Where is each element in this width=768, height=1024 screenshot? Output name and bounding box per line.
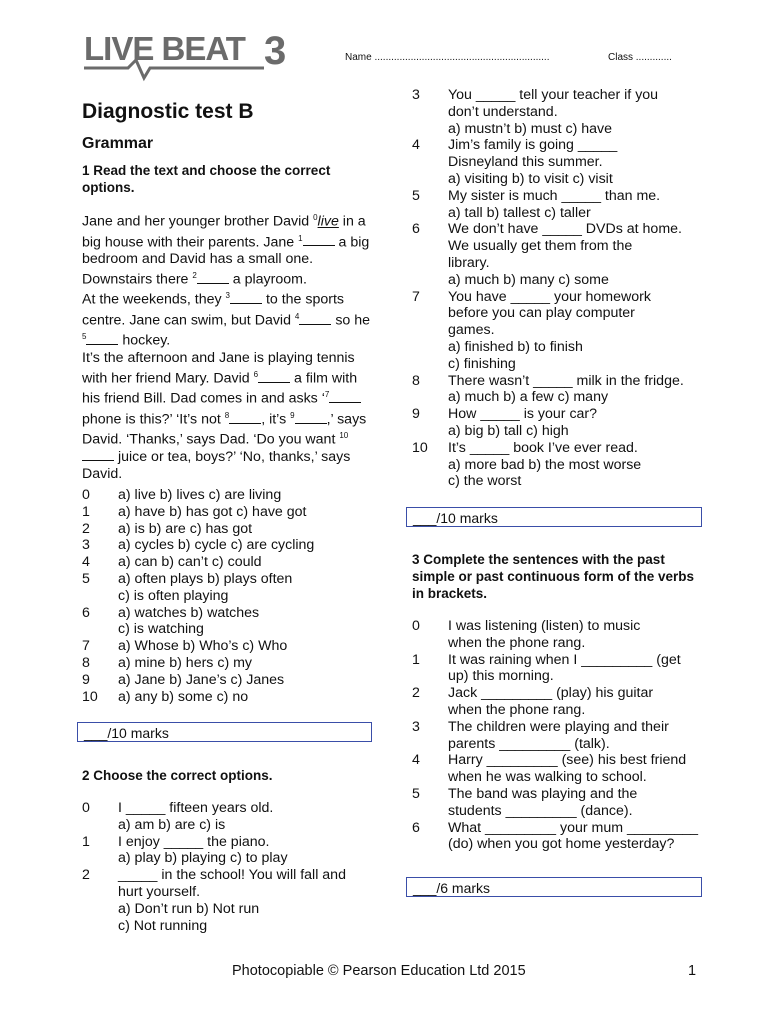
question-text: My sister is much _____ than me.: [448, 187, 661, 204]
question-line: [82, 850, 382, 867]
question-line: [412, 373, 712, 390]
question-text: a) mine b) hers c) my: [118, 655, 253, 671]
question-text: It’s _____ book I’ve ever read.: [448, 439, 638, 456]
question-text: What _________ your mum _________: [448, 819, 699, 836]
question-line: [412, 457, 712, 474]
question-text: a) Whose b) Who’s c) Who: [118, 638, 288, 655]
question-number: 0: [82, 800, 90, 816]
question-text: when the phone rang.: [448, 634, 586, 651]
question-text: a) much b) a few c) many: [448, 389, 609, 406]
question-line: [412, 736, 712, 753]
question-line: [82, 884, 382, 901]
page-title: Diagnostic test B: [82, 100, 254, 123]
question-text: Disneyland this summer.: [448, 154, 603, 171]
question-text: up) this morning.: [448, 668, 554, 685]
question-line: [412, 205, 712, 222]
question-text: I enjoy _____ the piano.: [118, 833, 270, 850]
question-text: a) Don’t run b) Not run: [118, 900, 260, 917]
question-line: [82, 672, 382, 689]
question-line: [82, 537, 382, 554]
question-line: [412, 803, 712, 820]
svg-text:LIVE BEAT: LIVE BEAT: [84, 30, 245, 67]
question-line: [412, 820, 712, 837]
question-line: [412, 238, 712, 255]
question-text: a) can b) can’t c) could: [118, 554, 262, 571]
question-line: [412, 272, 712, 289]
question-line: [412, 719, 712, 736]
question-number: 0: [82, 487, 90, 503]
question-text: a) Jane b) Jane’s c) Janes: [118, 671, 285, 688]
question-text: a) big b) tall c) high: [448, 423, 569, 439]
question-text: The band was playing and the: [448, 786, 638, 802]
question-line: [412, 473, 712, 490]
question-number: 3: [412, 87, 420, 103]
footer-copyright: Photocopiable © Pearson Education Ltd 2015: [232, 963, 526, 979]
question-text: a) more bad b) the most worse: [448, 456, 642, 473]
question-number: 4: [82, 554, 90, 571]
question-number: 1: [82, 833, 90, 850]
question-text: c) is watching: [118, 621, 204, 638]
question-line: [412, 121, 712, 138]
question-number: 6: [82, 604, 90, 621]
ex1-text: Jane and her younger brother David $^0$live in a big house with their parents. Jane $^1$ a big bedroom and David has a small one. Downstairs there $^2$ a playroom. At the weekends, they $^3$ to the sports centre. Jane can swim, but David $^4$ so he $^5$ hockey. It’s the afternoon and Jane is playing tennis with her friend Mary. David $^6$ a film with his friend Bill. Dad comes in and asks ‘$^7$ phone is this?’ ‘It’s not $^8$ , it’s $^9$ ,’ says David. ‘Thanks,’ says Dad. ‘Do you want $^{10}$ juice or tea, boys?’ ‘No, thanks,’ says David.: [82, 213, 371, 482]
page-number: 1: [688, 963, 697, 979]
question-text: The children were playing and their: [448, 718, 669, 735]
question-line: [412, 635, 712, 652]
question-line: [82, 605, 382, 622]
question-text: We usually get them from the: [448, 238, 633, 255]
question-line: [82, 689, 382, 706]
question-number: 3: [82, 537, 90, 554]
question-line: [412, 668, 712, 685]
question-line: [412, 356, 712, 373]
question-text: a) am b) are c) is: [118, 816, 226, 833]
question-number: 2: [82, 520, 90, 537]
question-text: a) much b) many c) some: [448, 271, 609, 288]
question-line: [412, 652, 712, 669]
ex1-instruction: 1 Read the text and choose the correct options.: [82, 163, 331, 195]
question-line: [82, 571, 382, 588]
question-line: [82, 487, 382, 504]
question-number: 3: [412, 718, 420, 735]
question-number: 7: [412, 288, 420, 305]
svg-text:3: 3: [264, 30, 287, 73]
question-text: when he was walking to school.: [448, 769, 647, 786]
question-text: Harry _________ (see) his best friend: [448, 752, 687, 769]
question-line: [412, 752, 712, 769]
question-line: [412, 836, 712, 853]
ex1-marks[interactable]: ___/10 marks: [77, 722, 372, 742]
question-number: 5: [412, 187, 420, 204]
question-line: [82, 901, 382, 918]
question-line: [82, 800, 382, 817]
question-text: c) finishing: [448, 355, 516, 372]
question-line: [82, 521, 382, 538]
livebeat-logo: [84, 30, 304, 82]
section-heading: Grammar: [82, 135, 154, 152]
question-line: [412, 137, 712, 154]
question-text: c) the worst: [448, 473, 522, 490]
question-line: [82, 621, 382, 638]
question-line: [82, 918, 382, 935]
question-text: a) watches b) watches: [118, 604, 260, 621]
question-text: c) is often playing: [118, 587, 229, 604]
question-number: 5: [412, 786, 420, 802]
question-line: [412, 221, 712, 238]
question-text: library.: [448, 255, 490, 271]
question-text: a) play b) playing c) to play: [118, 850, 288, 867]
question-number: 6: [412, 221, 420, 238]
question-line: [412, 786, 712, 803]
question-text: You _____ tell your teacher if you: [448, 87, 659, 103]
question-line: [82, 638, 382, 655]
question-line: [412, 769, 712, 786]
question-line: [82, 588, 382, 605]
question-text: when the phone rang.: [448, 702, 586, 718]
question-text: a) cycles b) cycle c) are cycling: [118, 537, 315, 554]
question-text: a) any b) some c) no: [118, 688, 249, 705]
question-text: _____ in the school! You will fall and: [118, 867, 346, 884]
question-line: [412, 305, 712, 322]
question-number: 1: [82, 503, 90, 520]
ex2-instruction: 2 Choose the correct options.: [82, 768, 273, 783]
question-text: How _____ is your car?: [448, 406, 598, 423]
question-number: 1: [412, 651, 420, 668]
name-field[interactable]: Name ...............................................................: [345, 52, 550, 63]
question-number: 6: [412, 819, 420, 836]
question-line: [412, 104, 712, 121]
question-text: don’t understand.: [448, 103, 558, 120]
question-text: I was listening (listen) to music: [448, 618, 641, 634]
question-line: [82, 504, 382, 521]
question-number: 5: [82, 571, 90, 587]
question-text: a) tall b) tallest c) taller: [448, 204, 591, 221]
question-text: a) often plays b) plays often: [118, 571, 293, 587]
question-line: [82, 867, 382, 884]
question-text: I _____ fifteen years old.: [118, 800, 274, 816]
question-number: 8: [412, 372, 420, 389]
ex2-marks[interactable]: ___/10 marks: [406, 507, 702, 527]
question-text: We don’t have _____ DVDs at home.: [448, 221, 682, 238]
class-field[interactable]: Class .............: [608, 52, 672, 63]
question-text: There wasn’t _____ milk in the fridge.: [448, 372, 684, 389]
question-line: [412, 255, 712, 272]
question-number: 8: [82, 655, 90, 671]
question-line: [412, 322, 712, 339]
question-number: 2: [82, 867, 90, 884]
question-line: [412, 406, 712, 423]
question-text: (do) when you got home yesterday?: [448, 836, 675, 853]
question-line: [412, 389, 712, 406]
question-number: 7: [82, 638, 90, 655]
question-text: a) have b) has got c) have got: [118, 503, 307, 520]
question-text: a) live b) lives c) are living: [118, 487, 282, 503]
question-text: a) finished b) to finish: [448, 339, 583, 355]
question-line: [412, 188, 712, 205]
question-number: 10: [412, 439, 428, 456]
ex3-instruction: 3 Complete the sentences with the past simple or past continuous form of the verbs in brackets.: [412, 552, 695, 601]
question-line: [412, 339, 712, 356]
question-text: parents _________ (talk).: [448, 735, 610, 752]
question-line: [412, 423, 712, 440]
question-number: 9: [82, 671, 90, 688]
question-text: a) mustn’t b) must c) have: [448, 120, 612, 137]
question-number: 4: [412, 752, 420, 769]
question-line: [82, 834, 382, 851]
question-text: c) Not running: [118, 917, 208, 934]
question-text: Jack _________ (play) his guitar: [448, 685, 654, 702]
question-text: You have _____ your homework: [448, 288, 651, 305]
question-line: [82, 817, 382, 834]
ex3-marks[interactable]: ___/6 marks: [406, 877, 702, 897]
question-text: Jim’s family is going _____: [448, 137, 618, 154]
question-line: [82, 554, 382, 571]
question-text: It was raining when I _________ (get: [448, 651, 681, 668]
question-text: a) is b) are c) has got: [118, 520, 253, 537]
question-number: 0: [412, 618, 420, 634]
question-line: [412, 440, 712, 457]
question-text: games.: [448, 322, 495, 339]
question-line: [82, 655, 382, 672]
question-number: 10: [82, 688, 98, 705]
question-text: before you can play computer: [448, 305, 635, 322]
question-line: [412, 618, 712, 635]
question-line: [412, 171, 712, 188]
question-text: students _________ (dance).: [448, 802, 633, 819]
question-line: [412, 154, 712, 171]
question-number: 4: [412, 137, 420, 154]
question-text: hurt yourself.: [118, 884, 201, 900]
question-number: 2: [412, 685, 420, 702]
question-number: 9: [412, 406, 420, 423]
question-line: [412, 289, 712, 306]
question-line: [412, 702, 712, 719]
question-line: [412, 685, 712, 702]
question-text: a) visiting b) to visit c) visit: [448, 171, 613, 187]
question-line: [412, 87, 712, 104]
